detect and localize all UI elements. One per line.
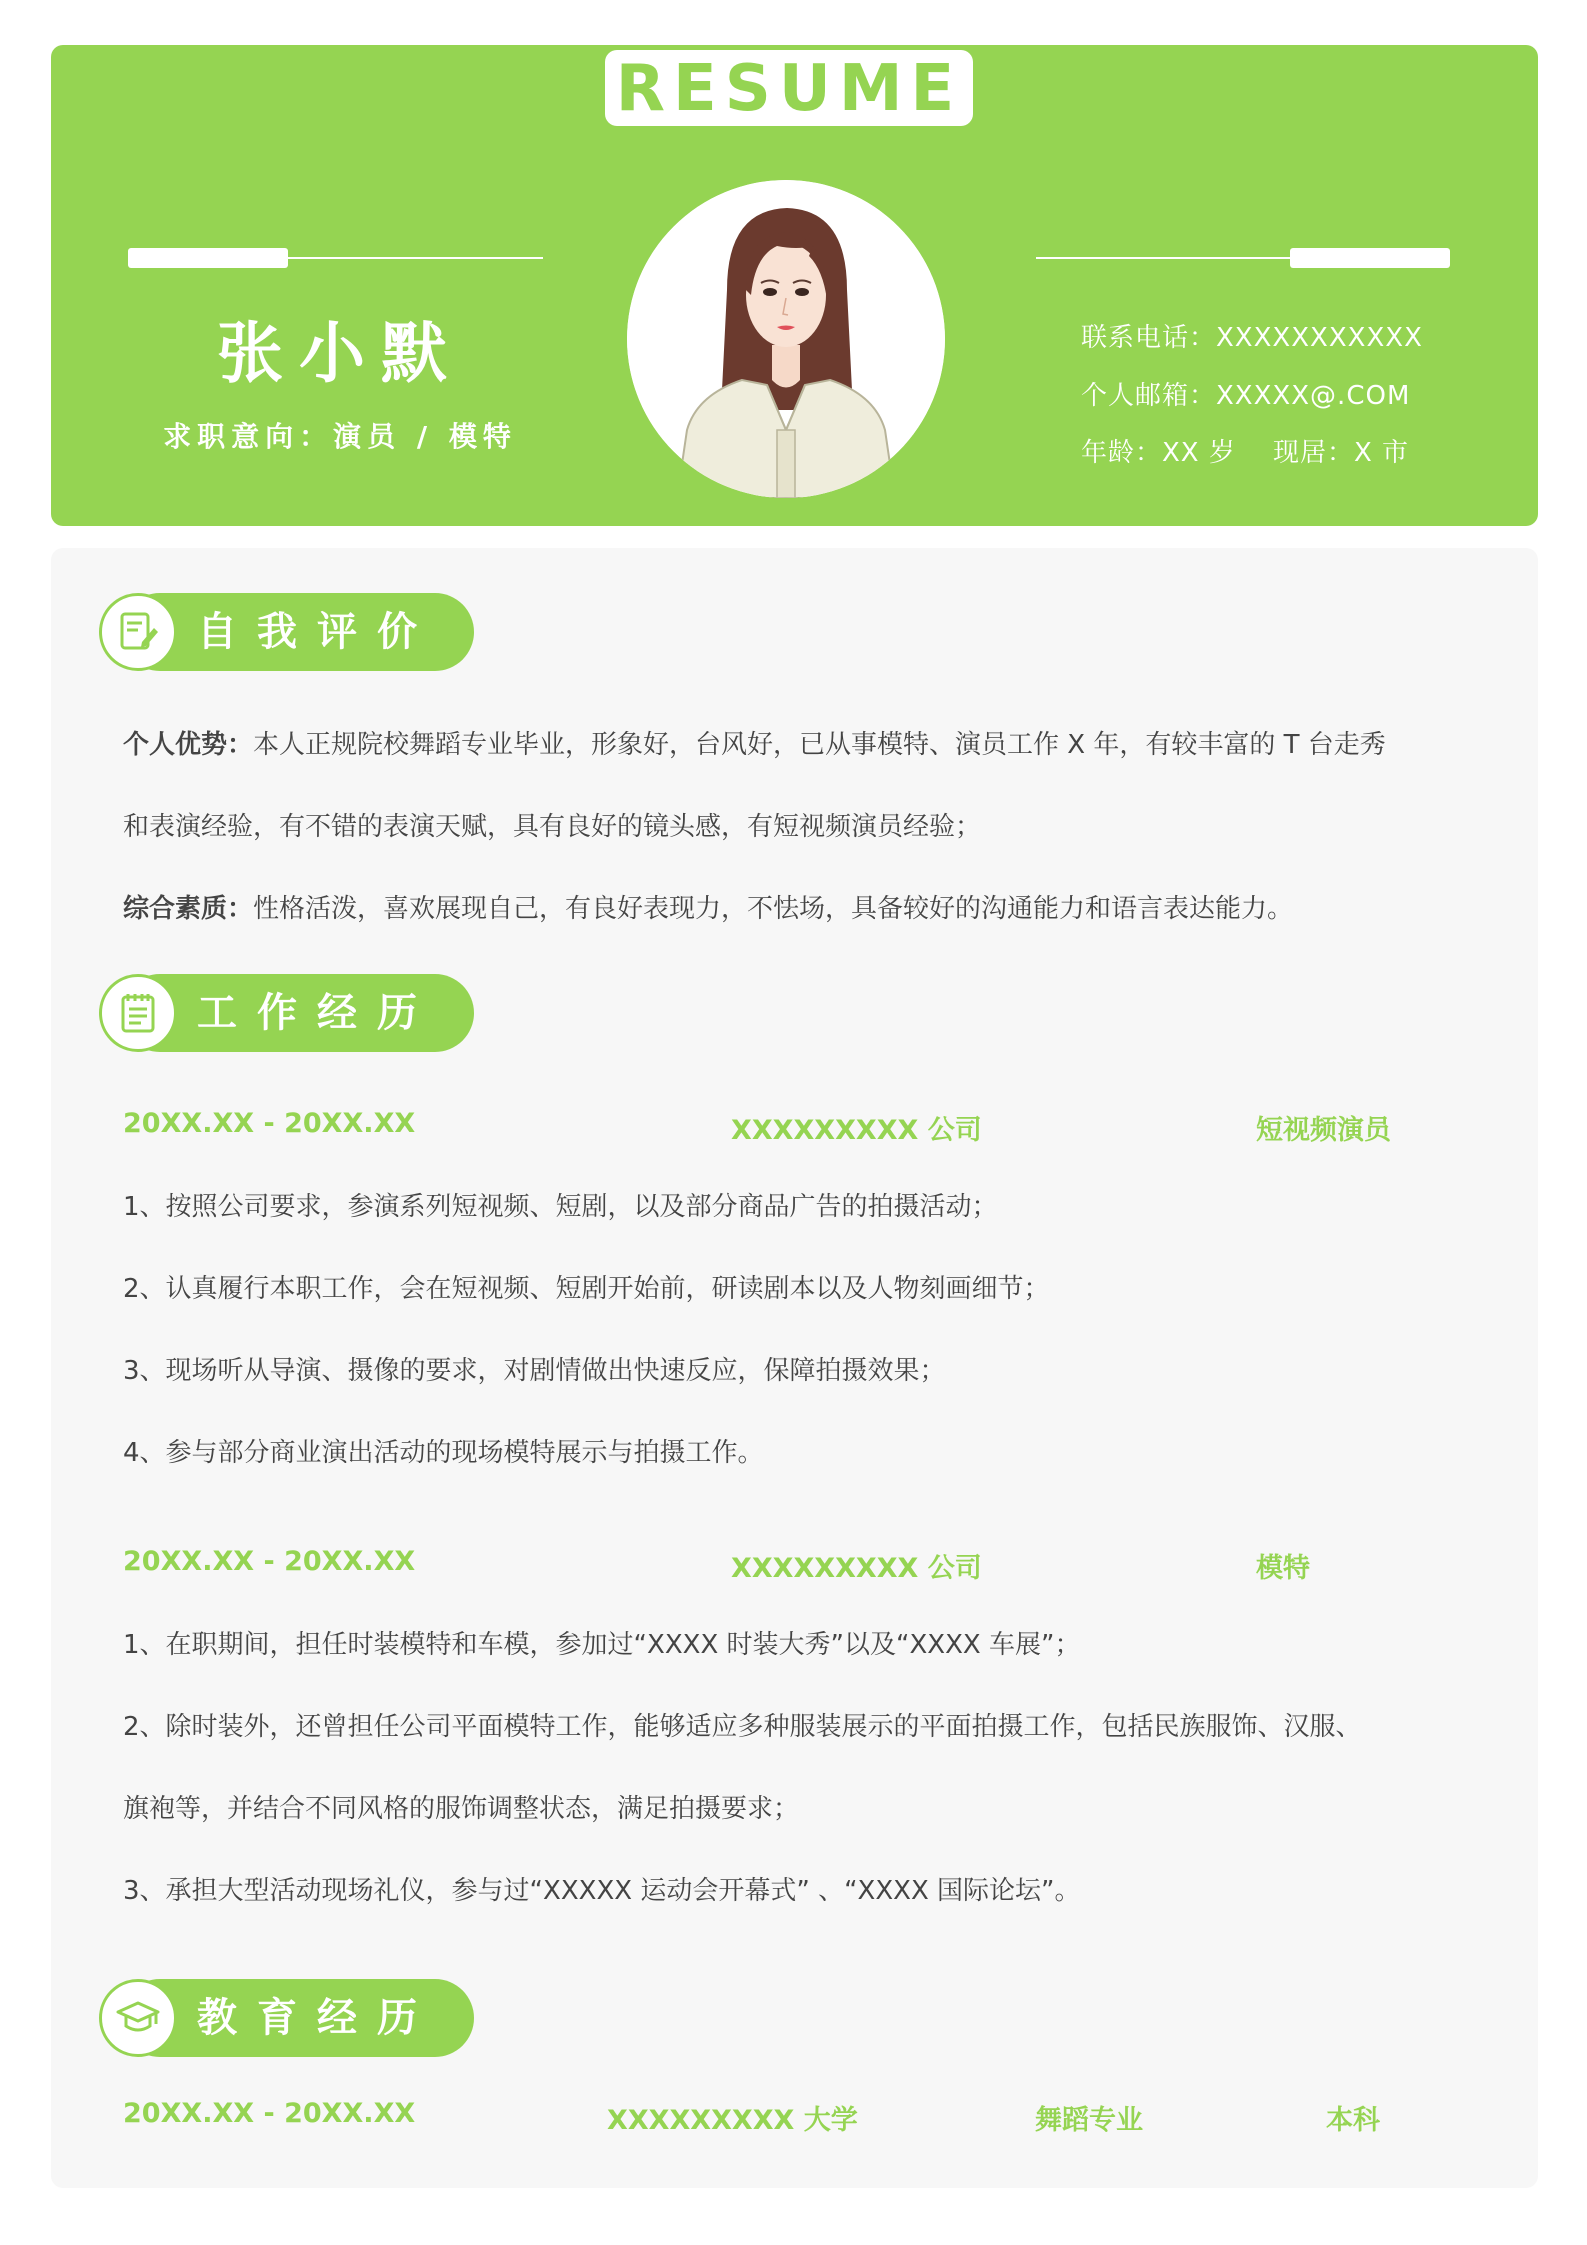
job1-period: 20XX.XX - 20XX.XX <box>123 1108 416 1139</box>
job1-line3: 3、现场听从导演、摄像的要求，对剧情做出快速反应，保障拍摄效果； <box>123 1356 946 1386</box>
job2-line2: 2、除时装外，还曾担任公司平面模特工作，能够适应多种服装展示的平面拍摄工作，包括民族服饰、汉服、 <box>123 1712 1362 1742</box>
job-intention: 求职意向：演员 / 模特 <box>163 420 517 453</box>
advantage-paragraph-line1 <box>123 728 1463 762</box>
section-header-education <box>99 1979 474 2057</box>
quality-text: 性格活泼，喜欢展现自己，有良好表现力，不怯场，具备较好的沟通能力和语言表达能力。 <box>253 894 1294 924</box>
job1-role: 短视频演员 <box>1256 1115 1391 1146</box>
quality-label: 综合素质： <box>123 894 254 924</box>
advantage-text: 本人正规院校舞蹈专业毕业，形象好，台风好，已从事模特、演员工作 X 年，有较丰富的 T 台走秀 <box>253 730 1386 760</box>
age-and-city: 年龄：XX 岁 现居：X 市 <box>1081 438 1410 468</box>
contact-phone: 联系电话：XXXXXXXXXXX <box>1081 323 1423 353</box>
contact-email: 个人邮箱：XXXXX@.COM <box>1081 381 1411 411</box>
notepad-icon <box>99 974 177 1052</box>
job2-role: 模特 <box>1256 1553 1310 1584</box>
section-title: 自我评价 <box>197 609 437 655</box>
edu-period: 20XX.XX - 20XX.XX <box>123 2098 416 2129</box>
job1-company: XXXXXXXXX 公司 <box>731 1115 982 1146</box>
left-divider-bar <box>128 248 288 268</box>
section-title: 工作经历 <box>197 990 437 1036</box>
graduation-cap-icon <box>99 1979 177 2057</box>
edu-major: 舞蹈专业 <box>1035 2105 1143 2136</box>
quality-paragraph <box>123 892 1463 926</box>
edu-school: XXXXXXXXX 大学 <box>607 2105 858 2136</box>
edit-note-icon <box>99 593 177 671</box>
job1-line4: 4、参与部分商业演出活动的现场模特展示与拍摄工作。 <box>123 1438 764 1468</box>
advantage-label: 个人优势： <box>123 730 254 760</box>
resume-tag: RESUME <box>605 50 973 126</box>
advantage-paragraph-line2: 和表演经验，有不错的表演天赋，具有良好的镜头感，有短视频演员经验； <box>123 812 982 842</box>
job2-line1: 1、在职期间，担任时装模特和车模，参加过“XXXX 时装大秀”以及“XXXX 车展”； <box>123 1630 1081 1660</box>
candidate-name: 张小默 <box>217 315 463 392</box>
avatar <box>627 180 945 498</box>
section-header-self-evaluation <box>99 593 474 671</box>
right-divider-bar <box>1290 248 1450 268</box>
job2-line4: 3、承担大型活动现场礼仪，参与过“XXXXX 运动会开幕式” 、“XXXX 国际论坛”。 <box>123 1876 1081 1906</box>
job2-period: 20XX.XX - 20XX.XX <box>123 1546 416 1577</box>
avatar-illustration <box>627 180 945 498</box>
edu-degree: 本科 <box>1326 2105 1380 2136</box>
job1-line1: 1、按照公司要求，参演系列短视频、短剧，以及部分商品广告的拍摄活动； <box>123 1192 998 1222</box>
section-header-work-experience <box>99 974 474 1052</box>
job2-company: XXXXXXXXX 公司 <box>731 1553 982 1584</box>
job2-line3: 旗袍等，并结合不同风格的服饰调整状态，满足拍摄要求； <box>123 1794 800 1824</box>
job1-line2: 2、认真履行本职工作，会在短视频、短剧开始前，研读剧本以及人物刻画细节； <box>123 1274 1050 1304</box>
section-title: 教育经历 <box>197 1995 437 2041</box>
